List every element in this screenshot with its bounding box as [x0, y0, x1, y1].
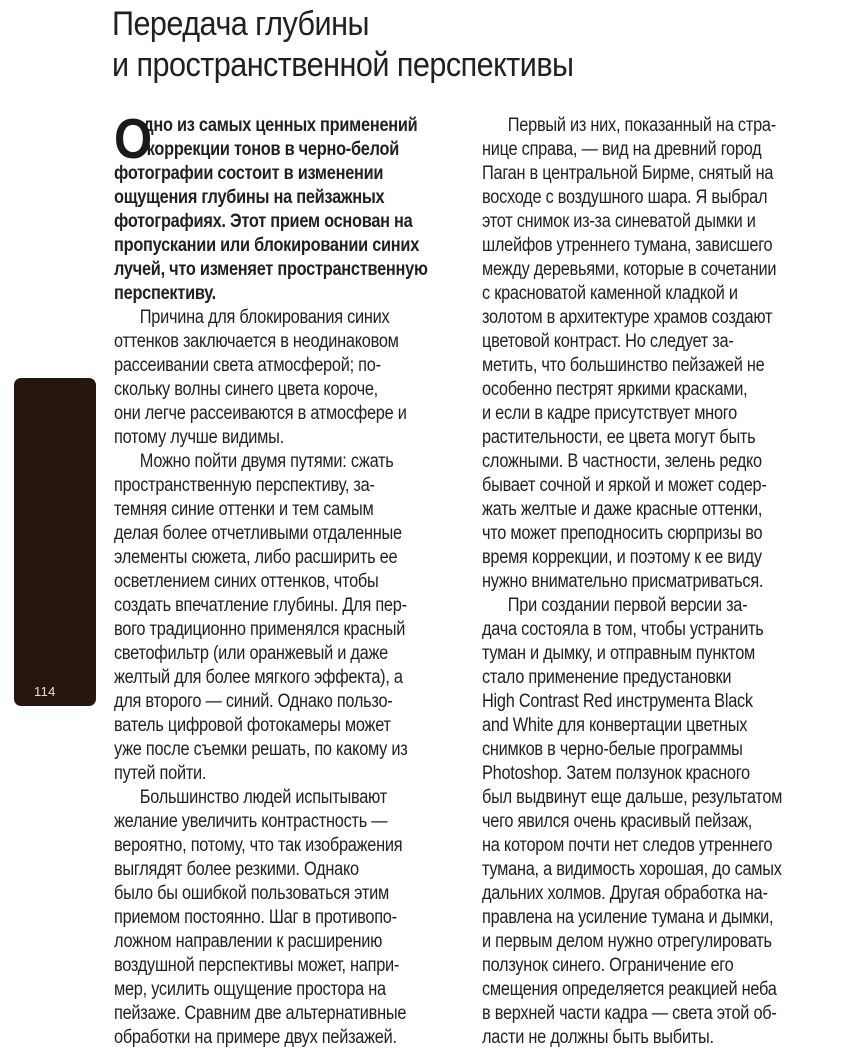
text-line: бывает сочной и яркой и может содер- [482, 475, 767, 496]
text-line: шлейфов утреннего тумана, зависшего [482, 235, 773, 256]
text-line: туман и дымку, и отправным пунктом [482, 643, 756, 664]
text-line: жать желтые и даже красные оттенки, [482, 499, 763, 520]
text-line: сложными. В частности, зелень редко [482, 451, 762, 472]
text-line: время коррекции, и поэтому к ее виду [482, 547, 762, 568]
text-line: правлена на усиление тумана и дымки, [482, 907, 774, 928]
text-line: High Contrast Red инструмента Black [482, 691, 753, 712]
text-line: вероятно, потому, что так изображения [114, 835, 403, 856]
text-line: что может преподносить сюрпризы во [482, 523, 763, 544]
lead-line: дно из самых ценных применений [143, 115, 418, 136]
text-line: стало применение предустановки [482, 667, 732, 688]
text-line: вого традиционно применялся красный [114, 619, 406, 640]
lead-line: фотографии состоит в изменении [114, 163, 384, 184]
text-line: нице справа, — вид на древний город [482, 139, 762, 160]
text-line: рассеивании света атмосферой; по- [114, 355, 381, 376]
text-line: и первым делом нужно отрегулировать [482, 931, 772, 952]
text-line: метить, что большинство пейзажей не [482, 355, 765, 376]
page-number: 114 [34, 684, 56, 699]
title-line-2: и пространственной перспективы [112, 46, 574, 84]
text-line: Большинство людей испытывают [139, 787, 387, 808]
text-line: этот снимок из-за синеватой дымки и [482, 211, 756, 232]
text-line: Первый из них, показанный на стра- [507, 115, 776, 136]
text-line: золотом в архитектуре храмов создают [482, 307, 773, 328]
lead-line: лучей, что изменяет пространственную [114, 259, 428, 280]
text-line: Можно пойти двумя путями: сжать [139, 451, 394, 472]
text-line: желтый для более мягкого эффекта), а [114, 667, 403, 688]
text-line: Photoshop. Затем ползунок красного [482, 763, 750, 784]
text-line: делая более отчетливыми отдаленные [114, 523, 402, 544]
chapter-tab [14, 378, 96, 706]
text-line: ложном направлении к расширению [114, 931, 383, 952]
text-line: мер, усилить ощущение простора на [114, 979, 386, 1000]
text-line: уже после съемки решать, по какому из [114, 739, 408, 760]
dropcap: О [114, 107, 152, 171]
text-line: пространственную перспективу, за- [114, 475, 375, 496]
text-line: между деревьями, которые в сочетании [482, 259, 777, 280]
text-line: был выдвинут еще дальше, результатом [482, 787, 783, 808]
text-line: воздушной перспективы может, напри- [114, 955, 400, 976]
text-line: на котором почти нет следов утреннего [482, 835, 773, 856]
lead-paragraph [114, 107, 451, 306]
paragraph [114, 306, 451, 450]
lead-line: пропускании или блокировании синих [114, 235, 420, 256]
lead-line: фотографиях. Этот прием основан на [114, 211, 413, 232]
page-title [112, 4, 760, 86]
paragraph [114, 786, 451, 1050]
text-line: они легче рассеиваются в атмосфере и [114, 403, 407, 424]
lead-line: коррекции тонов в черно-белой [146, 139, 400, 160]
text-line: and White для конвертации цветных [482, 715, 748, 736]
text-line: Причина для блокирования синих [139, 307, 390, 328]
text-line: выглядят более резкими. Однако [114, 859, 359, 880]
text-line: путей пойти. [114, 763, 207, 784]
text-line: цветовой контраст. Но следует за- [482, 331, 734, 352]
text-line: и если в кадре присутствует много [482, 403, 737, 424]
left-column [114, 107, 506, 1050]
text-line: для второго — синий. Однако пользо- [114, 691, 393, 712]
text-line: При создании первой версии за- [507, 595, 748, 616]
text-line: ласти не должны быть выбиты. [482, 1027, 714, 1048]
text-line: создать впечатление глубины. Для пер- [114, 595, 407, 616]
lead-line: перспективу. [114, 283, 216, 304]
text-line: ватель цифровой фотокамеры может [114, 715, 391, 736]
text-line: восходе с воздушного шара. Я выбрал [482, 187, 768, 208]
text-line: смещения определяется реакцией неба [482, 979, 777, 1000]
text-line: светофильтр (или оранжевый и даже [114, 643, 389, 664]
text-line: темняя синие оттенки и тем самым [114, 499, 374, 520]
paragraph [482, 594, 843, 1050]
text-line: нужно внимательно присматриваться. [482, 571, 764, 592]
paragraph [114, 450, 451, 786]
text-line: ползунок синего. Ограничение его [482, 955, 734, 976]
text-line: осветлением синих оттенков, чтобы [114, 571, 379, 592]
text-line: тумана, а видимость хорошая, до самых [482, 859, 782, 880]
text-line: чего явился очень красивый пейзаж, [482, 811, 753, 832]
text-line: оттенков заключается в неодинаковом [114, 331, 399, 352]
text-line: дача состояла в том, чтобы устранить [482, 619, 764, 640]
text-line: снимков в черно-белые программы [482, 739, 743, 760]
text-line: приемом постоянно. Шаг в противопо- [114, 907, 397, 928]
text-line: Паган в центральной Бирме, снятый на [482, 163, 774, 184]
right-column [482, 114, 842, 1050]
text-line: пейзаже. Сравним две альтернативные [114, 1003, 407, 1024]
text-line: дальних холмов. Другая обработка на- [482, 883, 768, 904]
text-line: скольку волны синего цвета короче, [114, 379, 378, 400]
text-line: потому лучше видимы. [114, 427, 284, 448]
text-line: было бы ошибкой пользоваться этим [114, 883, 389, 904]
text-line: растительности, ее цвета могут быть [482, 427, 756, 448]
title-line-1: Передача глубины [112, 5, 369, 43]
lead-line: ощущения глубины на пейзажных [114, 187, 385, 208]
text-line: желание увеличить контрастность — [114, 811, 388, 832]
paragraph [482, 114, 843, 594]
text-line: элементы сюжета, либо расширить ее [114, 547, 398, 568]
text-line: в верхней части кадра — света этой об- [482, 1003, 777, 1024]
text-line: особенно пестрят яркими красками, [482, 379, 748, 400]
text-line: с красноватой каменной кладкой и [482, 283, 738, 304]
text-line: обработки на примере двух пейзажей. [114, 1027, 397, 1048]
